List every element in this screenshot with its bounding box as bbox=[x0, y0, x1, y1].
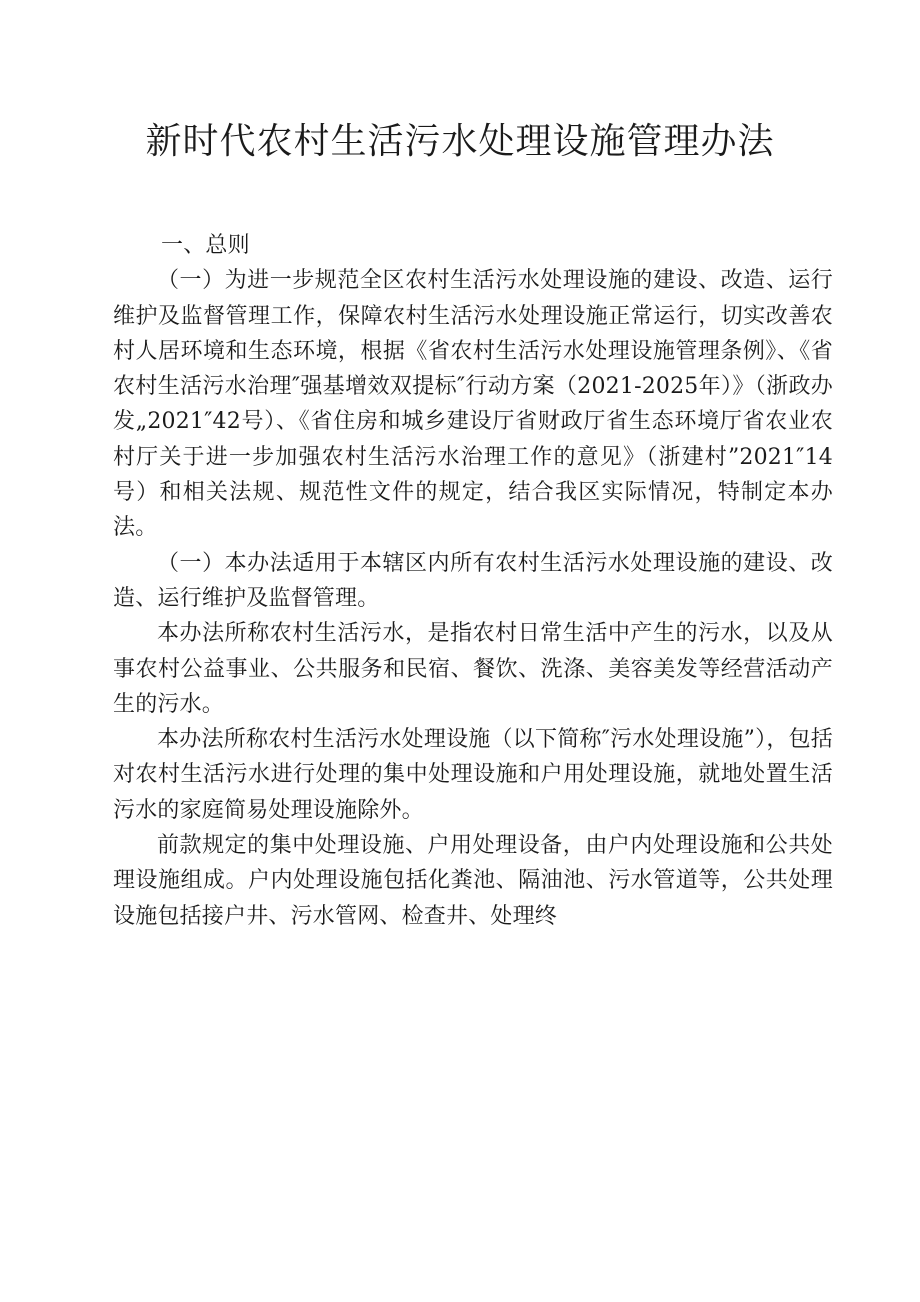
paragraph-facility-definition: 本办法所称农村生活污水处理设施（以下简称″污水处理设施”），包括对农村生活污水进行处理的集中处理设施和户用处理设施，就地处置生活污水的家庭简易处理设施除外。 bbox=[113, 727, 833, 823]
paragraph-purpose: （一）为进一步规范全区农村生活污水处理设施的建设、改造、运行维护及监督管理工作，保障农村生活污水处理设施正常运行，切实改善农村人居环境和生态环境，根据《省农村生活污水处理设施管理条例》、《省农村生活污水治理″强基增效双提标″行动方案（2021-2025年）》（浙政办发„2021″42号）、《省住房和城乡建设厅省财政厅省生态环境厅省农业农村厅关于进一步加强农村生活污水治理工作的意见》（浙建村”2021″14号）和相关法规、规范性文件的规定，结合我区实际情况，特制定本办法。 bbox=[113, 268, 833, 541]
paragraph-facility-composition: 前款规定的集中处理设施、户用处理设备，由户内处理设施和公共处理设施组成。户内处理设施包括化粪池、隔油池、污水管道等，公共处理设施包括接户井、污水管网、检查井、处理终 bbox=[113, 833, 833, 929]
section-heading-general: 一、总则 bbox=[161, 233, 250, 258]
paragraph-scope: （一）本办法适用于本辖区内所有农村生活污水处理设施的建设、改造、运行维护及监督管理。 bbox=[113, 550, 833, 611]
document-body bbox=[113, 228, 833, 934]
paragraph-sewage-definition: 本办法所称农村生活污水，是指农村日常生活中产生的污水，以及从事农村公益事业、公共服务和民宿、餐饮、洗涤、美容美发等经营活动产生的污水。 bbox=[113, 621, 833, 717]
document-title: 新时代农村生活污水处理设施管理办法 bbox=[145, 121, 775, 162]
